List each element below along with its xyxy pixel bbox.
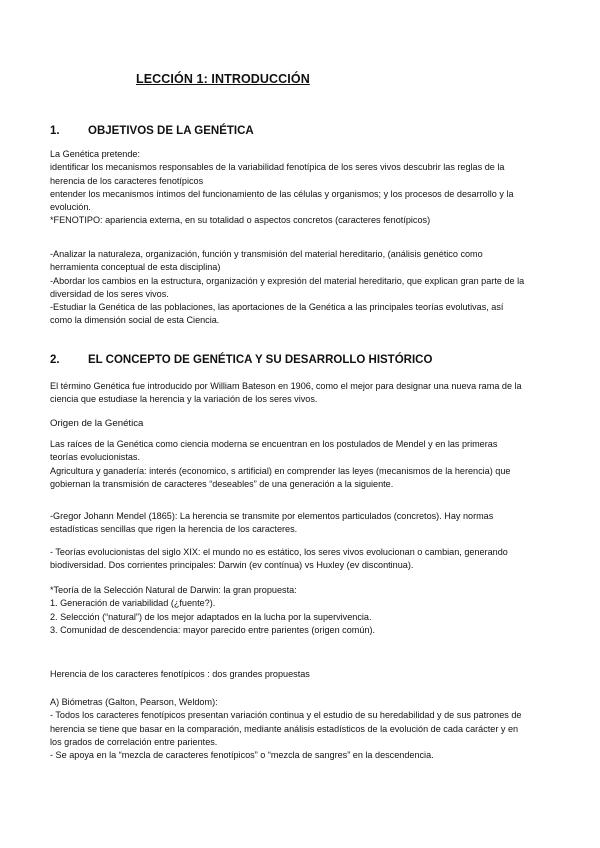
darwin-heading: *Teoría de la Selección Natural de Darwin: la gran propuesta: [50, 585, 297, 595]
section-2-intro: El término Genética fue introducido por William Bateson en 1906, como el mejor para designar una nueva rama de la ciencia que estudiase la herencia y la variación de los seres vivos. [50, 381, 522, 405]
section-2-title: EL CONCEPTO DE GENÉTICA Y SU DESARROLLO HISTÓRICO [88, 354, 433, 366]
darwin-list [50, 584, 525, 637]
objectives-line: identificar los mecanismos responsables de la variabilidad fenotípica de los seres vivos descubrir las reglas de la herencia de los caracteres fenotípicos [50, 162, 505, 186]
biometrics-item: - Todos los caracteres fenotípicos presentan variación continua y el estudio de su heredabilidad y de sus patrones de herencia se tiene que basar en la comparación, mediante análisis estadísticos de la evolución de cada carácter y en los grados de correlación entre parientes. [50, 710, 522, 747]
phenotype-definition: *FENOTIPO: apariencia externa, en su totalidad o aspectos concretos (caracteres fenotípicos) [50, 215, 431, 226]
darwin-item: 2. Selección (“natural”) de los mejor adaptados en la lucha por la supervivencia. [50, 611, 372, 622]
section-2-heading [50, 354, 432, 366]
evolution-paragraph: - Teorías evolucionistas del siglo XIX: el mundo no es estático, los seres vivos evolucionan o cambian, generando biodiversidad. Dos corrientes principales: Darwin (ev contínua) vs Huxley (ev discontinua). [50, 547, 508, 571]
darwin-item: 1. Generación de variabilidad (¿fuente?). [50, 598, 216, 609]
origin-line: Las raíces de la Genética como ciencia moderna se encuentran en los postulados de Mendel y en las primeras teorías evolucionistas. [50, 439, 498, 463]
biometrics-heading: A) Biómetras (Galton, Pearson, Weldom): [50, 697, 218, 707]
lesson-title: LECCIÓN 1: INTRODUCCIÓN [136, 72, 310, 86]
section-1-number: 1. [50, 125, 60, 137]
darwin-item: 3. Comunidad de descendencia: mayor parecido entre parientes (origen común). [50, 624, 376, 635]
biometrics-item: - Se apoya en la “mezcla de caracteres fenotípicos” o “mezcla de sangres” en la descendencia. [50, 750, 434, 761]
mendel-paragraph: -Gregor Johann Mendel (1865): La herencia se transmite por elementos particulados (concretos). Hay normas estadísticas sencillas que rigen la herencia de los caracteres. [50, 511, 494, 535]
objectives-intro: La Genética pretende: [50, 149, 140, 159]
objective-bullet: -Abordar los cambios en la estructura, organización y expresión del material hereditario, que explican gran parte de la diversidad de los seres vivos. [50, 275, 525, 299]
origin-heading: Origen de la Genética [50, 418, 144, 429]
section-1-title: OBJETIVOS DE LA GENÉTICA [88, 125, 254, 137]
origin-line: Agricultura y ganadería: interés (economico, s artificial) en comprender las leyes (mecanismos de la herencia) que gobiernan la transmisión de caracteres “deseables” de una generación a la siguiente. [50, 465, 511, 489]
origin-paragraph [50, 438, 525, 491]
section-1-bullets [50, 248, 525, 328]
biometrics-section [50, 696, 525, 762]
objectives-line: entender los mecanismos íntimos del funcionamiento de las células y organismos; y los procesos de desarrollo y la evolución. [50, 188, 514, 213]
heredity-heading: Herencia de los caracteres fenotípicos : dos grandes propuestas [50, 669, 310, 679]
section-2-number: 2. [50, 354, 60, 366]
section-1-objectives [50, 148, 525, 228]
section-1-heading [50, 125, 254, 137]
objective-bullet: -Estudiar la Genética de las poblaciones, las aportaciones de la Genética a las principales teorías evolutivas, así como la dimensión social de esta Ciencia. [50, 302, 504, 326]
objective-bullet: -Analizar la naturaleza, organización, función y transmisión del material hereditario, (análisis genético como herramienta conceptual de esta disciplina) [50, 249, 483, 273]
